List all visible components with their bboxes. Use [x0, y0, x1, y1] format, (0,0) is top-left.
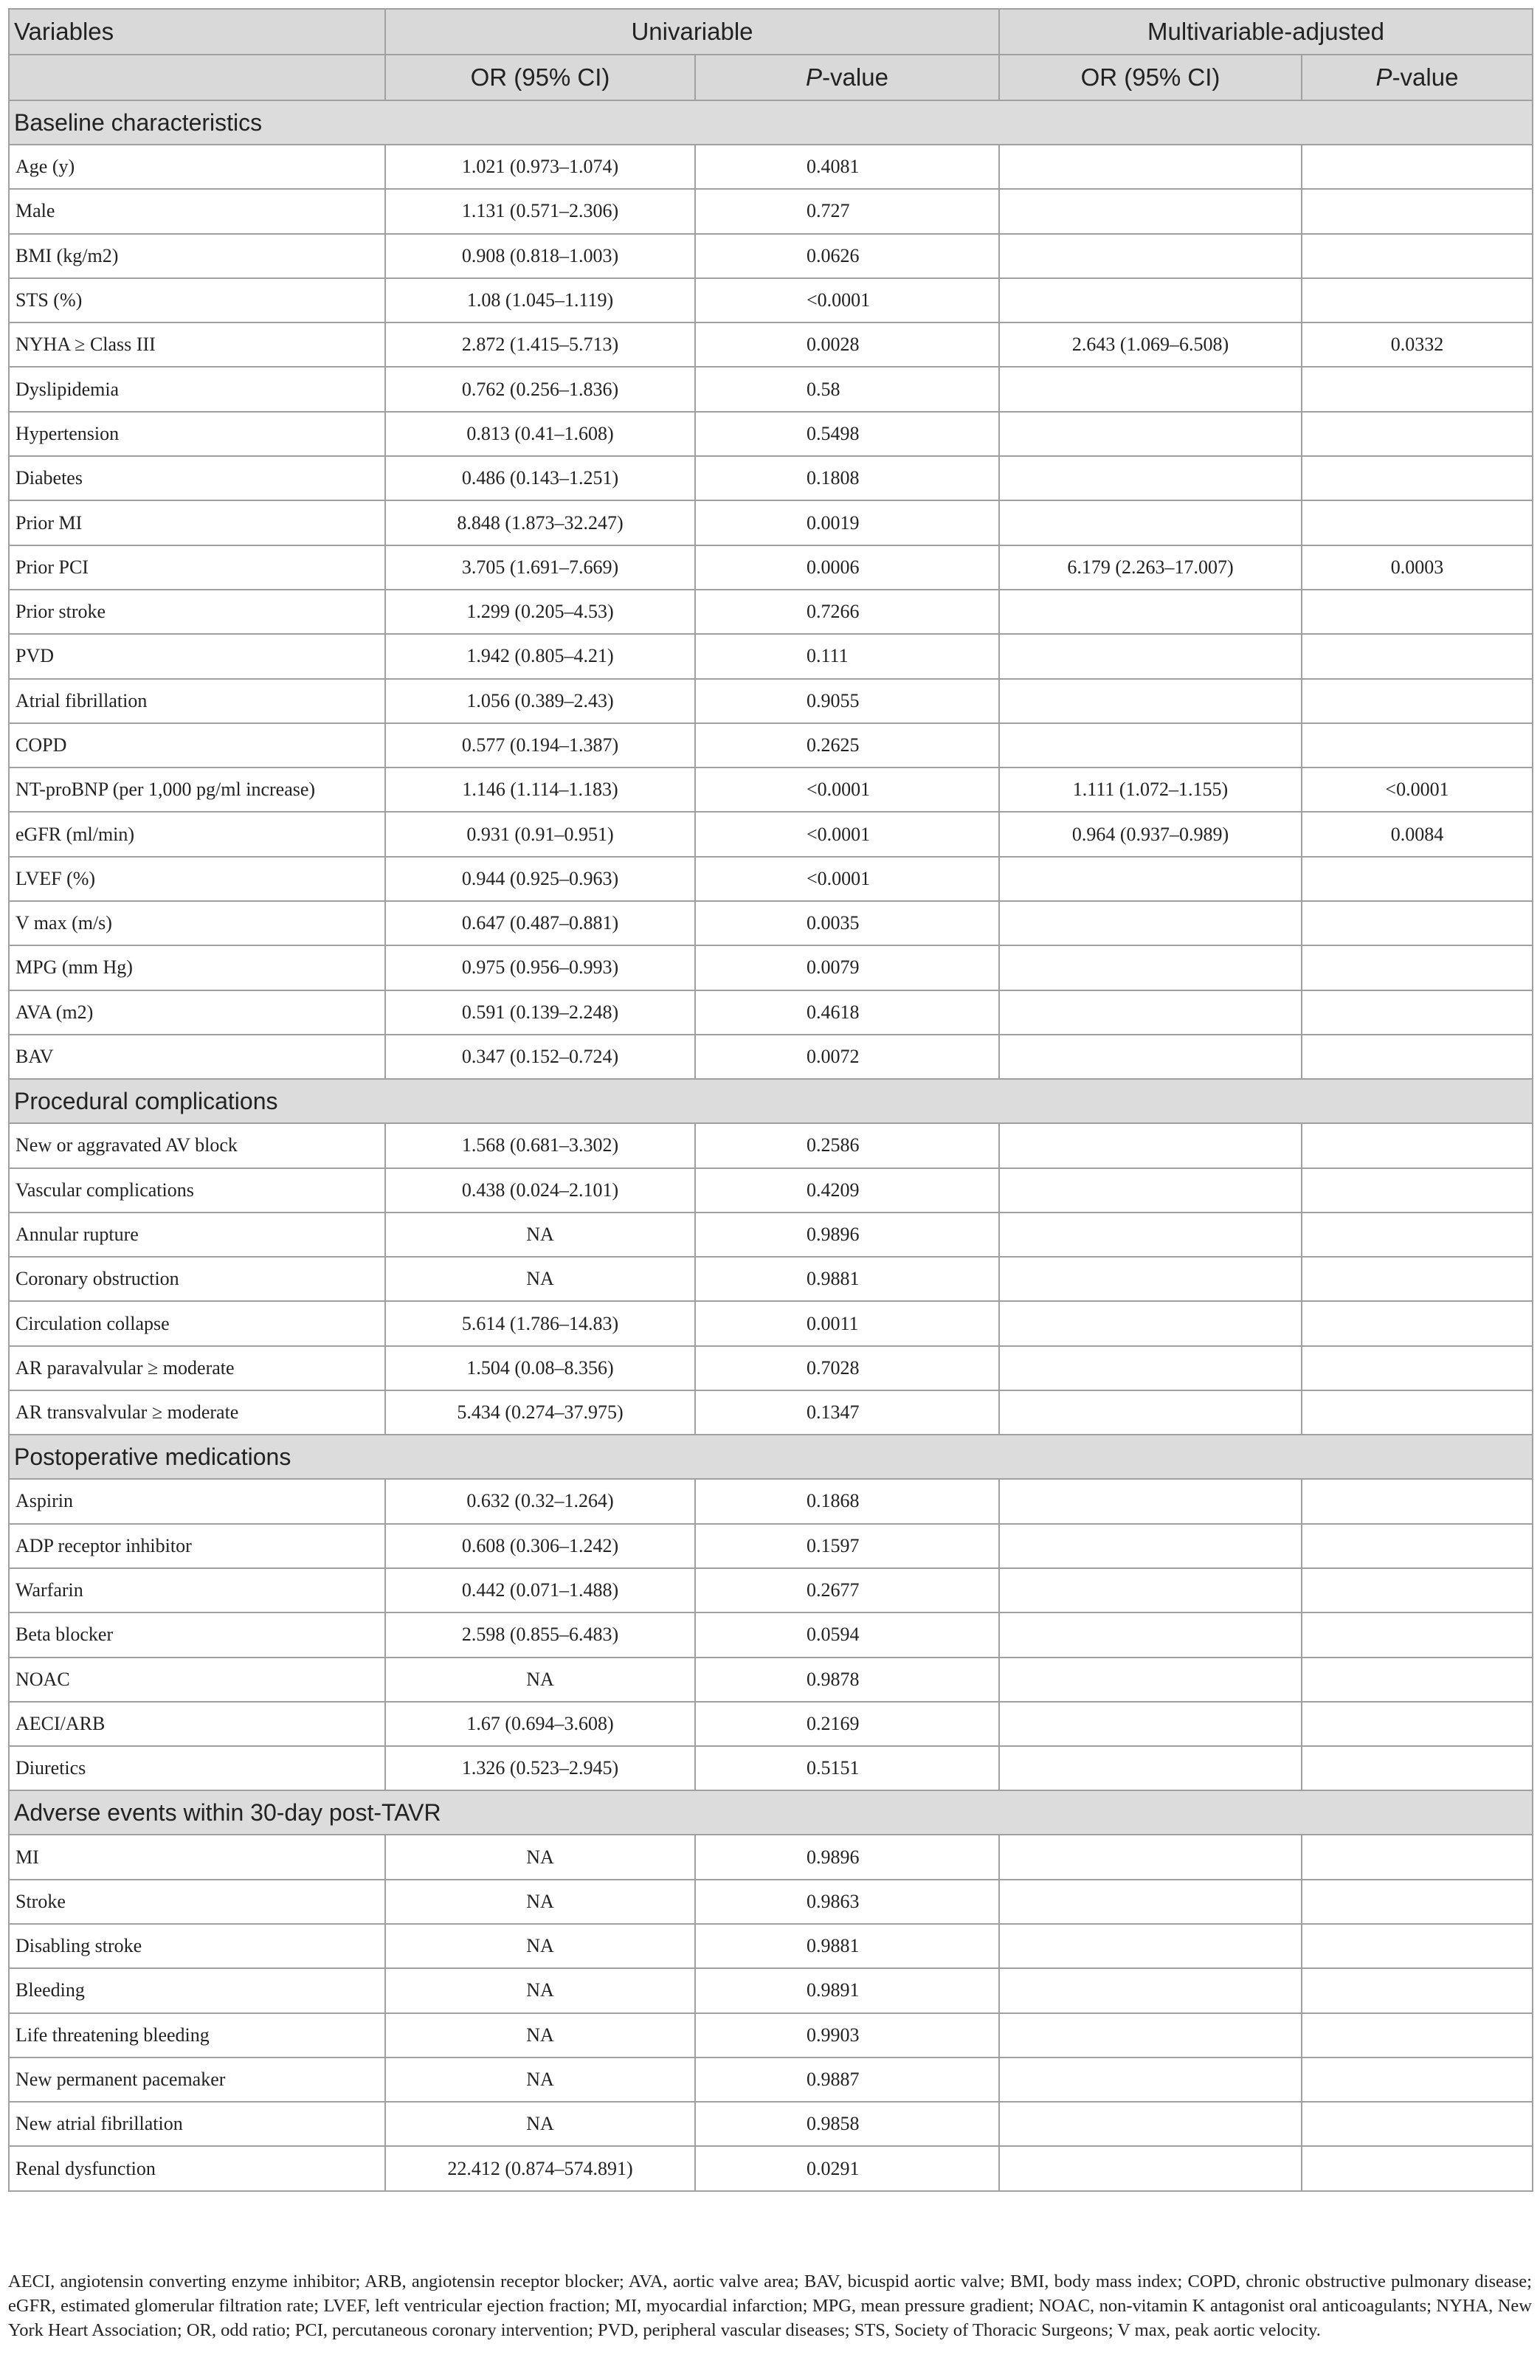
- multivariable-p-cell: 0.0084: [1302, 812, 1533, 856]
- univariable-p-cell: 0.111: [695, 634, 999, 678]
- variable-cell: Warfarin: [9, 1568, 385, 1612]
- multivariable-p-cell: [1302, 901, 1533, 945]
- univariable-p-cell: 0.0035: [695, 901, 999, 945]
- univariable-or-cell: 0.442 (0.071–1.488): [385, 1568, 695, 1612]
- univariable-p-cell: <0.0001: [695, 278, 999, 322]
- variable-cell: Prior stroke: [9, 590, 385, 634]
- header-row-1: [9, 9, 1533, 55]
- variable-cell: AR transvalvular ≥ moderate: [9, 1390, 385, 1435]
- variable-cell: LVEF (%): [9, 857, 385, 901]
- variable-cell: Annular rupture: [9, 1213, 385, 1257]
- univariable-or-cell: 0.591 (0.139–2.248): [385, 990, 695, 1035]
- multivariable-or-cell: [999, 1524, 1302, 1568]
- variable-cell: NT-proBNP (per 1,000 pg/ml increase): [9, 768, 385, 812]
- variable-cell: AR paravalvular ≥ moderate: [9, 1346, 385, 1390]
- univariable-p-cell: 0.9903: [695, 2013, 999, 2058]
- univariable-p-cell: <0.0001: [695, 857, 999, 901]
- table-row: [9, 2013, 1533, 2058]
- table-row: [9, 1035, 1533, 1079]
- variable-cell: Male: [9, 189, 385, 233]
- multivariable-p-cell: [1302, 1524, 1533, 1568]
- table-row: [9, 2102, 1533, 2146]
- univariable-or-cell: 2.598 (0.855–6.483): [385, 1612, 695, 1657]
- variable-cell: MI: [9, 1835, 385, 1879]
- univariable-or-cell: 0.577 (0.194–1.387): [385, 723, 695, 768]
- multivariable-or-cell: [999, 679, 1302, 723]
- univariable-or-cell: 1.568 (0.681–3.302): [385, 1123, 695, 1167]
- table-row: [9, 1924, 1533, 1968]
- variable-cell: Stroke: [9, 1880, 385, 1924]
- table-row: [9, 1213, 1533, 1257]
- variable-cell: New permanent pacemaker: [9, 2058, 385, 2102]
- multivariable-or-cell: [999, 456, 1302, 500]
- univariable-p-cell: 0.5498: [695, 412, 999, 456]
- multivariable-or-cell: [999, 1257, 1302, 1301]
- table-row: [9, 1968, 1533, 2012]
- multivariable-p-cell: [1302, 857, 1533, 901]
- univariable-or-cell: NA: [385, 1213, 695, 1257]
- multivariable-p-cell: [1302, 456, 1533, 500]
- univariable-or-cell: 0.762 (0.256–1.836): [385, 367, 695, 411]
- variable-cell: Prior MI: [9, 500, 385, 545]
- table-row: [9, 500, 1533, 545]
- multivariable-p-cell: [1302, 1746, 1533, 1790]
- multivariable-or-cell: [999, 945, 1302, 990]
- multivariable-p-cell: [1302, 2013, 1533, 2058]
- variable-cell: Aspirin: [9, 1479, 385, 1523]
- univariable-or-cell: 0.813 (0.41–1.608): [385, 412, 695, 456]
- table-row: [9, 545, 1533, 590]
- multivariable-p-cell: [1302, 2102, 1533, 2146]
- variable-cell: Beta blocker: [9, 1612, 385, 1657]
- univariable-or-cell: 0.944 (0.925–0.963): [385, 857, 695, 901]
- multivariable-p-cell: [1302, 1168, 1533, 1213]
- multivariable-or-cell: [999, 990, 1302, 1035]
- univariable-or-cell: NA: [385, 1257, 695, 1301]
- univariable-p-cell: 0.0594: [695, 1612, 999, 1657]
- univariable-or-cell: 0.931 (0.91–0.951): [385, 812, 695, 856]
- multivariable-or-cell: [999, 1301, 1302, 1345]
- multivariable-or-cell: [999, 2146, 1302, 2190]
- multivariable-or-cell: [999, 1035, 1302, 1079]
- multivariable-or-cell: [999, 500, 1302, 545]
- multivariable-p-cell: [1302, 412, 1533, 456]
- univariable-p-cell: 0.2169: [695, 1702, 999, 1746]
- table-row: [9, 1612, 1533, 1657]
- multivariable-p-cell: [1302, 1346, 1533, 1390]
- table-row: [9, 1257, 1533, 1301]
- univariable-p-cell: 0.0011: [695, 1301, 999, 1345]
- table-row: [9, 2146, 1533, 2190]
- header-multi-p: [1302, 55, 1533, 100]
- multivariable-or-cell: [999, 2102, 1302, 2146]
- univariable-or-cell: 0.632 (0.32–1.264): [385, 1479, 695, 1523]
- table-row: [9, 1390, 1533, 1435]
- header-empty: [9, 55, 385, 100]
- variable-cell: MPG (mm Hg): [9, 945, 385, 990]
- section-title: Postoperative medications: [9, 1435, 1533, 1479]
- header-row-2: [9, 55, 1533, 100]
- multivariable-or-cell: [999, 1968, 1302, 2012]
- table-row: [9, 1346, 1533, 1390]
- univariable-p-cell: 0.1597: [695, 1524, 999, 1568]
- variable-cell: New or aggravated AV block: [9, 1123, 385, 1167]
- variable-cell: STS (%): [9, 278, 385, 322]
- section-title: Baseline characteristics: [9, 100, 1533, 145]
- multivariable-p-cell: [1302, 679, 1533, 723]
- univariable-or-cell: NA: [385, 1835, 695, 1879]
- multivariable-p-cell: [1302, 590, 1533, 634]
- table-row: [9, 322, 1533, 367]
- univariable-p-cell: 0.0019: [695, 500, 999, 545]
- multivariable-p-cell: [1302, 945, 1533, 990]
- univariable-p-cell: 0.1868: [695, 1479, 999, 1523]
- univariable-p-cell: 0.9881: [695, 1257, 999, 1301]
- table-row: [9, 367, 1533, 411]
- multivariable-p-cell: [1302, 634, 1533, 678]
- multivariable-or-cell: [999, 634, 1302, 678]
- multivariable-p-cell: [1302, 1880, 1533, 1924]
- variable-cell: Diabetes: [9, 456, 385, 500]
- univariable-or-cell: 1.942 (0.805–4.21): [385, 634, 695, 678]
- multivariable-p-cell: 0.0332: [1302, 322, 1533, 367]
- section-row: [9, 1790, 1533, 1835]
- section-title: Adverse events within 30-day post-TAVR: [9, 1790, 1533, 1835]
- univariable-p-cell: <0.0001: [695, 768, 999, 812]
- multivariable-p-cell: [1302, 500, 1533, 545]
- multivariable-p-cell: [1302, 1123, 1533, 1167]
- multivariable-p-cell: [1302, 278, 1533, 322]
- univariable-p-cell: 0.0626: [695, 234, 999, 278]
- multivariable-p-cell: [1302, 1479, 1533, 1523]
- multivariable-or-cell: [999, 2013, 1302, 2058]
- univariable-p-cell: 0.7028: [695, 1346, 999, 1390]
- variable-cell: Life threatening bleeding: [9, 2013, 385, 2058]
- multivariable-or-cell: [999, 2058, 1302, 2102]
- univariable-or-cell: 0.347 (0.152–0.724): [385, 1035, 695, 1079]
- table-row: [9, 1835, 1533, 1879]
- header-variables: Variables: [9, 9, 385, 55]
- univariable-p-cell: 0.4618: [695, 990, 999, 1035]
- header-p-suffix: -value: [822, 63, 888, 91]
- multivariable-or-cell: [999, 857, 1302, 901]
- table-row: [9, 1880, 1533, 1924]
- variable-cell: BMI (kg/m2): [9, 234, 385, 278]
- multivariable-p-cell: [1302, 1612, 1533, 1657]
- multivariable-p-cell: 0.0003: [1302, 545, 1533, 590]
- multivariable-p-cell: [1302, 1835, 1533, 1879]
- table-row: [9, 234, 1533, 278]
- table-row: [9, 679, 1533, 723]
- multivariable-or-cell: [999, 1123, 1302, 1167]
- univariable-or-cell: 0.647 (0.487–0.881): [385, 901, 695, 945]
- table-row: [9, 990, 1533, 1035]
- section-row: [9, 1435, 1533, 1479]
- univariable-p-cell: 0.5151: [695, 1746, 999, 1790]
- multivariable-p-cell: [1302, 1924, 1533, 1968]
- multivariable-or-cell: [999, 901, 1302, 945]
- table-row: [9, 1524, 1533, 1568]
- univariable-or-cell: 1.08 (1.045–1.119): [385, 278, 695, 322]
- table-row: [9, 590, 1533, 634]
- multivariable-or-cell: [999, 145, 1302, 189]
- univariable-p-cell: 0.9887: [695, 2058, 999, 2102]
- multivariable-p-cell: [1302, 1658, 1533, 1702]
- univariable-p-cell: 0.9055: [695, 679, 999, 723]
- table-row: [9, 2058, 1533, 2102]
- table-row: [9, 1746, 1533, 1790]
- multivariable-p-cell: [1302, 1257, 1533, 1301]
- table-footnote: AECI, angiotensin converting enzyme inhibitor; ARB, angiotensin receptor blocker; AVA, aortic valve area; BAV, bicuspid aortic valve; BMI, body mass index; COPD, chronic obstructive pulmonary disease; eGFR, estimated glomerular filtration rate; LVEF, left ventricular ejection fraction; MI, myocardial infarction; MPG, mean pressure gradient; NOAC, non-vitamin K antagonist oral anticoagulants; NYHA, New York Heart Association; OR, odd ratio; PCI, percutaneous coronary intervention; PVD, peripheral vascular diseases; STS, Society of Thoracic Surgeons; V max, peak aortic velocity.: [8, 2272, 1532, 2340]
- header-uni-p: [695, 55, 999, 100]
- univariable-or-cell: 0.975 (0.956–0.993): [385, 945, 695, 990]
- univariable-p-cell: 0.9863: [695, 1880, 999, 1924]
- univariable-p-cell: 0.9881: [695, 1924, 999, 1968]
- table-row: [9, 1123, 1533, 1167]
- table-row: [9, 723, 1533, 768]
- multivariable-or-cell: 0.964 (0.937–0.989): [999, 812, 1302, 856]
- multivariable-p-cell: [1302, 990, 1533, 1035]
- univariable-or-cell: 1.504 (0.08–8.356): [385, 1346, 695, 1390]
- variable-cell: Circulation collapse: [9, 1301, 385, 1345]
- univariable-or-cell: 5.614 (1.786–14.83): [385, 1301, 695, 1345]
- multivariable-p-cell: [1302, 367, 1533, 411]
- header-uni-or: OR (95% CI): [385, 55, 695, 100]
- univariable-p-cell: 0.4081: [695, 145, 999, 189]
- univariable-or-cell: 0.608 (0.306–1.242): [385, 1524, 695, 1568]
- multivariable-p-cell: [1302, 1390, 1533, 1435]
- variable-cell: Atrial fibrillation: [9, 679, 385, 723]
- multivariable-p-cell: [1302, 1213, 1533, 1257]
- multivariable-p-cell: [1302, 2058, 1533, 2102]
- multivariable-p-cell: [1302, 1301, 1533, 1345]
- univariable-p-cell: 0.7266: [695, 590, 999, 634]
- variable-cell: Renal dysfunction: [9, 2146, 385, 2190]
- univariable-or-cell: 8.848 (1.873–32.247): [385, 500, 695, 545]
- multivariable-p-cell: [1302, 1035, 1533, 1079]
- variable-cell: Age (y): [9, 145, 385, 189]
- univariable-or-cell: NA: [385, 2058, 695, 2102]
- multivariable-p-cell: [1302, 1968, 1533, 2012]
- variable-cell: V max (m/s): [9, 901, 385, 945]
- table-row: [9, 145, 1533, 189]
- variable-cell: ADP receptor inhibitor: [9, 1524, 385, 1568]
- table-row: [9, 634, 1533, 678]
- section-row: [9, 100, 1533, 145]
- header-multivariable: Multivariable-adjusted: [999, 9, 1533, 55]
- variable-cell: Vascular complications: [9, 1168, 385, 1213]
- multivariable-or-cell: [999, 1168, 1302, 1213]
- variable-cell: Dyslipidemia: [9, 367, 385, 411]
- univariable-or-cell: 0.486 (0.143–1.251): [385, 456, 695, 500]
- multivariable-or-cell: [999, 189, 1302, 233]
- multivariable-or-cell: [999, 1702, 1302, 1746]
- table-container: [8, 8, 1532, 2192]
- header-univariable: Univariable: [385, 9, 999, 55]
- univariable-p-cell: 0.0072: [695, 1035, 999, 1079]
- univariable-or-cell: 1.326 (0.523–2.945): [385, 1746, 695, 1790]
- header-multi-or: OR (95% CI): [999, 55, 1302, 100]
- table-row: [9, 278, 1533, 322]
- univariable-or-cell: 0.438 (0.024–2.101): [385, 1168, 695, 1213]
- table-row: [9, 456, 1533, 500]
- univariable-or-cell: 1.131 (0.571–2.306): [385, 189, 695, 233]
- variable-cell: Hypertension: [9, 412, 385, 456]
- multivariable-or-cell: [999, 1835, 1302, 1879]
- univariable-p-cell: 0.0079: [695, 945, 999, 990]
- univariable-or-cell: NA: [385, 2102, 695, 2146]
- multivariable-p-cell: [1302, 1702, 1533, 1746]
- multivariable-or-cell: [999, 1746, 1302, 1790]
- table-row: [9, 945, 1533, 990]
- univariable-or-cell: 1.67 (0.694–3.608): [385, 1702, 695, 1746]
- multivariable-p-cell: [1302, 723, 1533, 768]
- table-row: [9, 1658, 1533, 1702]
- variable-cell: eGFR (ml/min): [9, 812, 385, 856]
- univariable-or-cell: 3.705 (1.691–7.669): [385, 545, 695, 590]
- univariable-or-cell: 22.412 (0.874–574.891): [385, 2146, 695, 2190]
- section-title: Procedural complications: [9, 1079, 1533, 1123]
- table-row: [9, 412, 1533, 456]
- multivariable-or-cell: [999, 412, 1302, 456]
- multivariable-or-cell: [999, 234, 1302, 278]
- variable-cell: Coronary obstruction: [9, 1257, 385, 1301]
- univariable-or-cell: 2.872 (1.415–5.713): [385, 322, 695, 367]
- univariable-or-cell: 0.908 (0.818–1.003): [385, 234, 695, 278]
- univariable-or-cell: 1.021 (0.973–1.074): [385, 145, 695, 189]
- multivariable-or-cell: [999, 1346, 1302, 1390]
- variable-cell: Disabling stroke: [9, 1924, 385, 1968]
- univariable-or-cell: NA: [385, 1924, 695, 1968]
- multivariable-or-cell: [999, 1612, 1302, 1657]
- table-row: [9, 1168, 1533, 1213]
- univariable-p-cell: 0.2586: [695, 1123, 999, 1167]
- variable-cell: PVD: [9, 634, 385, 678]
- univariable-p-cell: <0.0001: [695, 812, 999, 856]
- multivariable-or-cell: [999, 1479, 1302, 1523]
- univariable-p-cell: 0.2625: [695, 723, 999, 768]
- multivariable-p-cell: [1302, 234, 1533, 278]
- multivariable-or-cell: [999, 1213, 1302, 1257]
- univariable-p-cell: 0.1808: [695, 456, 999, 500]
- header-p-italic: P: [1375, 63, 1392, 91]
- regression-table: [8, 8, 1533, 2192]
- variable-cell: Bleeding: [9, 1968, 385, 2012]
- multivariable-or-cell: [999, 723, 1302, 768]
- variable-cell: Diuretics: [9, 1746, 385, 1790]
- multivariable-or-cell: [999, 1880, 1302, 1924]
- multivariable-or-cell: [999, 1924, 1302, 1968]
- univariable-p-cell: 0.9896: [695, 1835, 999, 1879]
- univariable-p-cell: 0.4209: [695, 1168, 999, 1213]
- univariable-p-cell: 0.2677: [695, 1568, 999, 1612]
- table-row: [9, 812, 1533, 856]
- table-body: [9, 100, 1533, 2191]
- multivariable-or-cell: [999, 1658, 1302, 1702]
- multivariable-p-cell: [1302, 2146, 1533, 2190]
- multivariable-p-cell: [1302, 1568, 1533, 1612]
- multivariable-or-cell: [999, 1390, 1302, 1435]
- variable-cell: New atrial fibrillation: [9, 2102, 385, 2146]
- univariable-p-cell: 0.9891: [695, 1968, 999, 2012]
- univariable-p-cell: 0.727: [695, 189, 999, 233]
- multivariable-or-cell: [999, 367, 1302, 411]
- univariable-or-cell: 1.146 (1.114–1.183): [385, 768, 695, 812]
- multivariable-p-cell: [1302, 145, 1533, 189]
- univariable-or-cell: 1.299 (0.205–4.53): [385, 590, 695, 634]
- variable-cell: AECI/ARB: [9, 1702, 385, 1746]
- multivariable-p-cell: <0.0001: [1302, 768, 1533, 812]
- univariable-or-cell: 1.056 (0.389–2.43): [385, 679, 695, 723]
- multivariable-or-cell: [999, 278, 1302, 322]
- variable-cell: COPD: [9, 723, 385, 768]
- univariable-or-cell: NA: [385, 2013, 695, 2058]
- variable-cell: AVA (m2): [9, 990, 385, 1035]
- multivariable-or-cell: 2.643 (1.069–6.508): [999, 322, 1302, 367]
- multivariable-or-cell: 1.111 (1.072–1.155): [999, 768, 1302, 812]
- univariable-p-cell: 0.0006: [695, 545, 999, 590]
- multivariable-or-cell: [999, 590, 1302, 634]
- variable-cell: Prior PCI: [9, 545, 385, 590]
- univariable-p-cell: 0.0028: [695, 322, 999, 367]
- table-row: [9, 857, 1533, 901]
- header-p-suffix: -value: [1392, 63, 1459, 91]
- univariable-p-cell: 0.9878: [695, 1658, 999, 1702]
- table-row: [9, 189, 1533, 233]
- table-row: [9, 1568, 1533, 1612]
- univariable-p-cell: 0.0291: [695, 2146, 999, 2190]
- univariable-p-cell: 0.1347: [695, 1390, 999, 1435]
- table-row: [9, 1702, 1533, 1746]
- univariable-or-cell: NA: [385, 1880, 695, 1924]
- univariable-p-cell: 0.58: [695, 367, 999, 411]
- variable-cell: NOAC: [9, 1658, 385, 1702]
- variable-cell: NYHA ≥ Class III: [9, 322, 385, 367]
- table-row: [9, 901, 1533, 945]
- header-p-italic: P: [806, 63, 823, 91]
- univariable-p-cell: 0.9858: [695, 2102, 999, 2146]
- univariable-p-cell: 0.9896: [695, 1213, 999, 1257]
- univariable-or-cell: NA: [385, 1968, 695, 2012]
- multivariable-or-cell: 6.179 (2.263–17.007): [999, 545, 1302, 590]
- variable-cell: BAV: [9, 1035, 385, 1079]
- univariable-or-cell: 5.434 (0.274–37.975): [385, 1390, 695, 1435]
- table-row: [9, 1301, 1533, 1345]
- multivariable-p-cell: [1302, 189, 1533, 233]
- multivariable-or-cell: [999, 1568, 1302, 1612]
- table-row: [9, 768, 1533, 812]
- univariable-or-cell: NA: [385, 1658, 695, 1702]
- section-row: [9, 1079, 1533, 1123]
- table-row: [9, 1479, 1533, 1523]
